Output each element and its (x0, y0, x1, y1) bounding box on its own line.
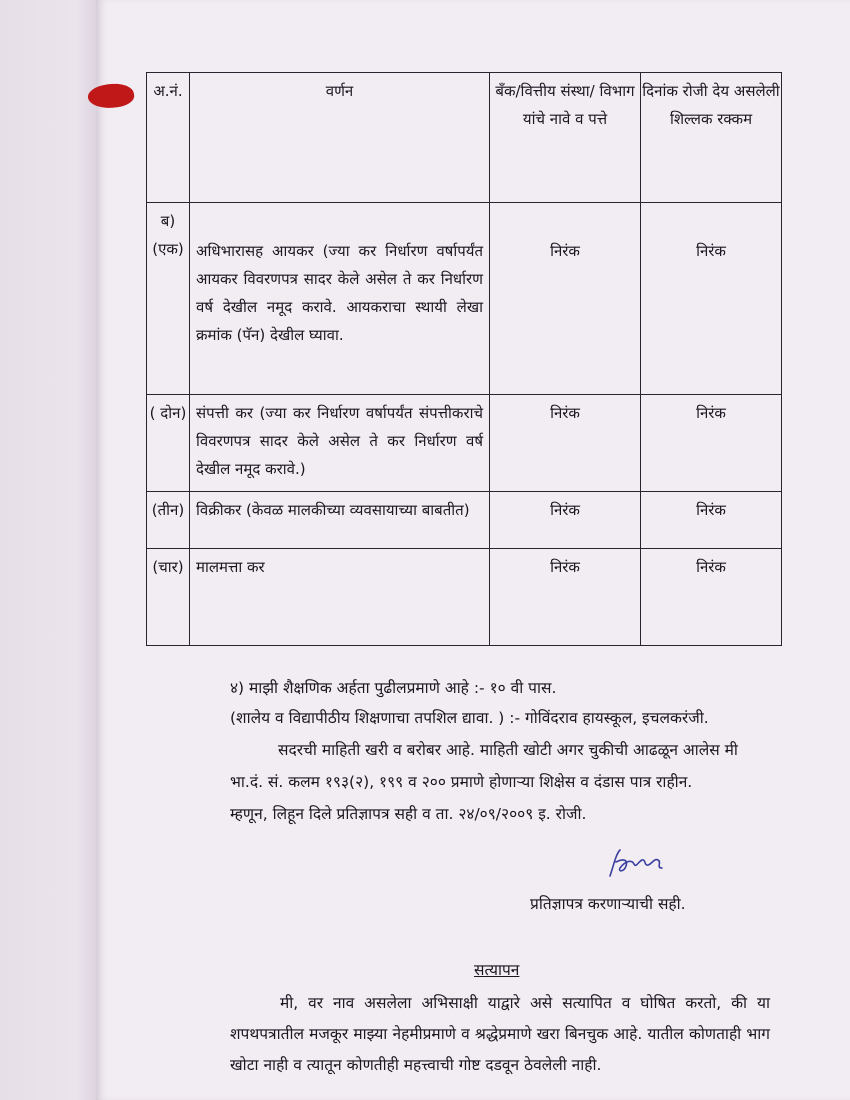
row-bank-cell (490, 202, 641, 394)
declaration-line-1: सदरची माहिती खरी व बरोबर आहे. माहिती खोटी अगर चुकीची आढळून आलेस मी (278, 741, 738, 759)
row-description: अधिभारासह आयकर (ज्या कर निर्धारण वर्षापर्यंत आयकर विवरणपत्र सादर केले असेल ते कर निर्धारण वर्ष देखील नमूद करावे. आयकराचा स्थायी लेखा क्रमांक (पॅन) देखील घ्यावा. (196, 241, 483, 344)
header-serial-no: अ.नं. (147, 73, 190, 203)
row-description: मालमत्ता कर (190, 548, 490, 645)
row-spacer (491, 207, 639, 237)
row-amount-cell (641, 202, 782, 394)
signature-label: प्रतिज्ञापत्र करणाऱ्याची सही. (530, 895, 686, 913)
row-amount: निरंक (641, 492, 782, 549)
table-row (147, 548, 782, 645)
header-description: वर्णन (190, 73, 490, 203)
row-bank: निरंक (490, 548, 641, 645)
verification-body: मी, वर नाव असलेला अभिसाक्षी याद्वारे असे सत्यापित व घोषित करतो, की या शपथपत्रातील मजकूर माझ्या नेहमीप्रमाणे व श्रद्धेप्रमाणे खरा बिनचुक आहे. यातील कोणताही भाग खोटा नाही व त्यातून कोणतीही महत्त्वाची गोष्ट दडवून ठेवलेली नाही. (230, 994, 770, 1074)
row-bank: निरंक (490, 394, 641, 491)
row-serial: ( दोन) (147, 394, 190, 491)
row-bank: निरंक (490, 492, 641, 549)
header-bank: बँक/वित्तीय संस्था/ विभाग यांचे नावे व पत्ते (490, 73, 641, 203)
row-description-cell (190, 202, 490, 394)
declaration-line-2: भा.दं. सं. कलम १९३(२), १९९ व २०० प्रमाणे होणाऱ्या शिक्षेस व दंडास पात्र राहीन. (230, 773, 693, 791)
row-spacer (196, 207, 483, 237)
education-details: (शालेय व विद्यापीठीय शिक्षणाचा तपशिल द्यावा. ) :- गोविंदराव हायस्कूल, इचलकरंजी. (230, 709, 709, 727)
row-section-label: ब) (160, 211, 176, 230)
header-amount: दिनांक रोजी देय असलेली शिल्लक रक्कम (641, 73, 782, 203)
education-qualification: ४) माझी शैक्षणिक अर्हता पुढीलप्रमाणे आहे :- १० वी पास. (230, 679, 557, 697)
row-amount: निरंक (696, 241, 726, 260)
table-row (147, 202, 782, 394)
row-description: संपत्ती कर (ज्या कर निर्धारण वर्षापर्यंत संपत्तीकराचे विवरणपत्र सादर केले असेल ते कर निर्धारण वर्ष देखील नमूद करावे.) (190, 394, 490, 491)
row-spacer (642, 207, 780, 237)
handwritten-signature (606, 846, 668, 880)
declaration-line-3: म्हणून, लिहून दिले प्रतिज्ञापत्र सही व ता. २४/०९/२००९ इ. रोजी. (230, 805, 587, 823)
row-serial: (चार) (147, 548, 190, 645)
row-amount: निरंक (641, 394, 782, 491)
verification-title: सत्यापन (474, 961, 520, 979)
table-row (147, 394, 782, 491)
row-amount: निरंक (641, 548, 782, 645)
table-header-row (147, 73, 782, 203)
row-serial-cell (147, 202, 190, 394)
row-serial: (तीन) (147, 492, 190, 549)
table-row (147, 492, 782, 549)
row-description: विक्रीकर (केवळ मालकीच्या व्यवसायाच्या बाबतीत) (190, 492, 490, 549)
row-bank: निरंक (550, 241, 580, 260)
liabilities-table (146, 72, 782, 646)
previous-page-edge (0, 0, 96, 1100)
row-serial: (एक) (152, 239, 184, 258)
